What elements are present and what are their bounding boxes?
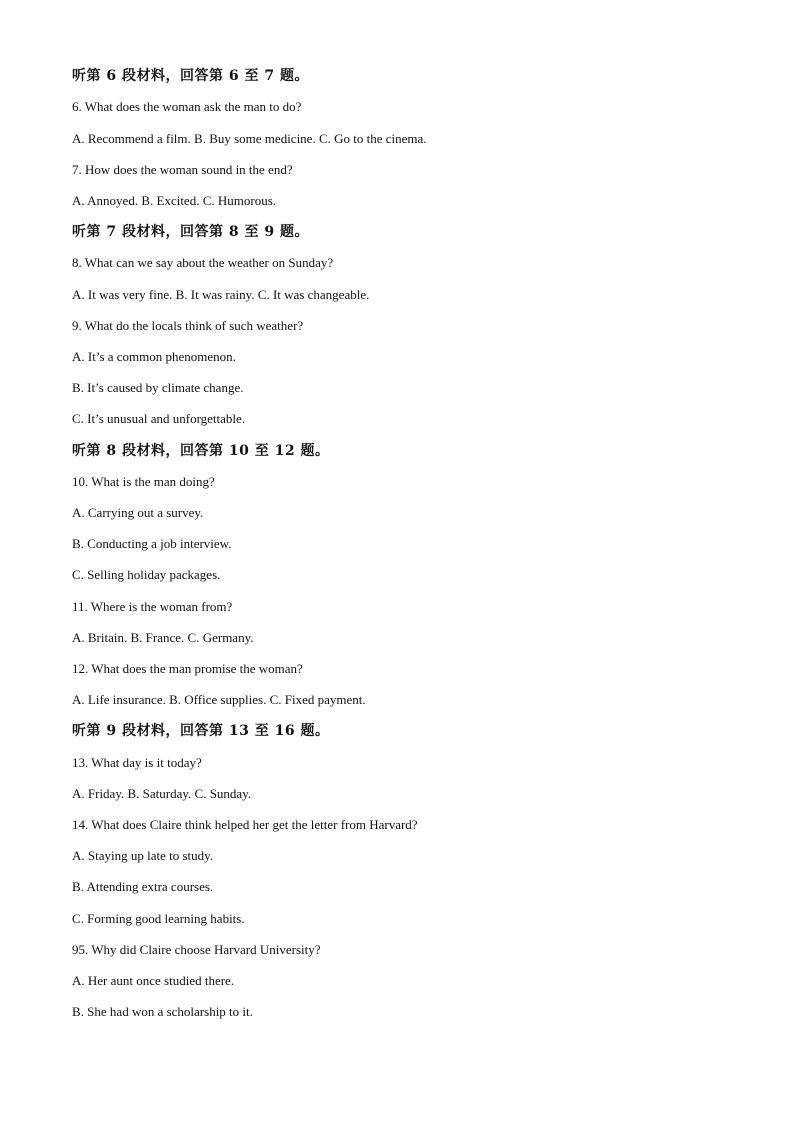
answer-options: A. It was very fine. B. It was rainy. C. It was changeable. <box>72 287 370 302</box>
answer-option: C. Selling holiday packages. <box>72 567 221 582</box>
question-text: 6. What does the woman ask the man to do? <box>72 99 302 114</box>
question-text: 8. What can we say about the weather on Sunday? <box>72 255 334 270</box>
question-text: 12. What does the man promise the woman? <box>72 661 303 676</box>
question-text: 9. What do the locals think of such weather? <box>72 318 304 333</box>
question-text: 11. Where is the woman from? <box>72 599 233 614</box>
question-text: 7. How does the woman sound in the end? <box>72 162 293 177</box>
answer-options: A. Recommend a film. B. Buy some medicine. C. Go to the cinema. <box>72 131 427 146</box>
answer-option: B. She had won a scholarship to it. <box>72 1004 253 1019</box>
answer-options: A. Britain. B. France. C. Germany. <box>72 630 254 645</box>
answer-option: A. Carrying out a survey. <box>72 505 204 520</box>
section-heading: 听第 8 段材料，回答第 10 至 12 题。 <box>72 443 330 459</box>
answer-options: A. Life insurance. B. Office supplies. C. Fixed payment. <box>72 692 366 707</box>
answer-option: C. It’s unusual and unforgettable. <box>72 411 246 426</box>
answer-options: A. Annoyed. B. Excited. C. Humorous. <box>72 193 277 208</box>
answer-options: A. Friday. B. Saturday. C. Sunday. <box>72 786 252 801</box>
answer-option: B. Attending extra courses. <box>72 879 214 894</box>
question-text: 14. What does Claire think helped her get the letter from Harvard? <box>72 817 418 832</box>
answer-option: A. Staying up late to study. <box>72 848 214 863</box>
answer-option: C. Forming good learning habits. <box>72 911 245 926</box>
section-heading: 听第 9 段材料，回答第 13 至 16 题。 <box>72 723 330 739</box>
section-heading: 听第 7 段材料，回答第 8 至 9 题。 <box>72 224 309 240</box>
question-text: 95. Why did Claire choose Harvard University? <box>72 942 321 957</box>
answer-option: B. It’s caused by climate change. <box>72 380 244 395</box>
question-text: 10. What is the man doing? <box>72 474 215 489</box>
question-text: 13. What day is it today? <box>72 755 202 770</box>
answer-option: A. Her aunt once studied there. <box>72 973 235 988</box>
section-heading: 听第 6 段材料，回答第 6 至 7 题。 <box>72 68 309 84</box>
answer-option: A. It’s a common phenomenon. <box>72 349 236 364</box>
answer-option: B. Conducting a job interview. <box>72 536 232 551</box>
